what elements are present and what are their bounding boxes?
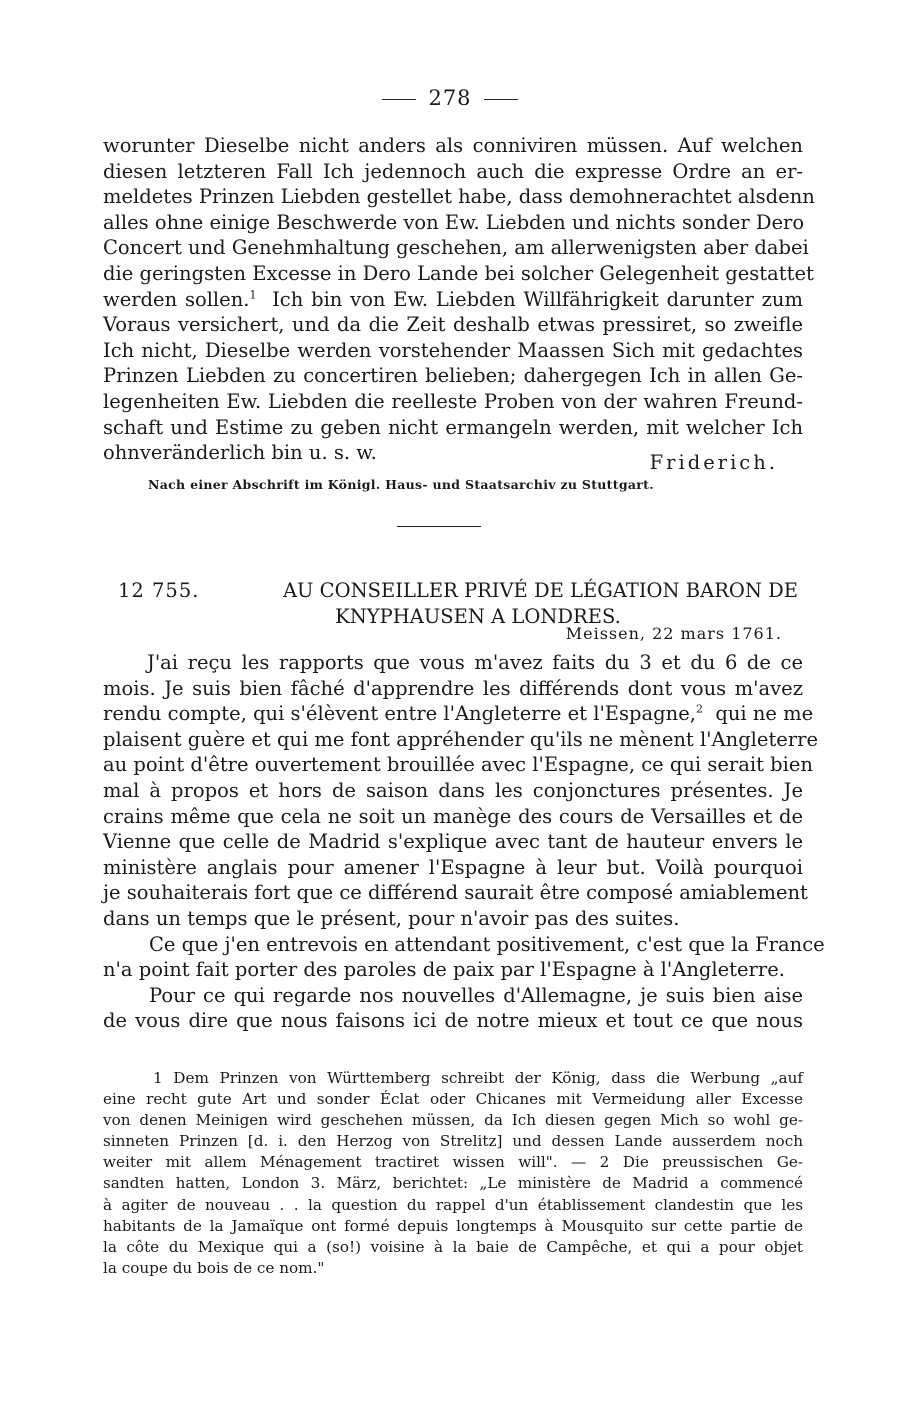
letter-number: 12 755. (118, 579, 200, 602)
text-line: die geringsten Excesse in Dero Lande bei solcher Gelegenheit gestattet (103, 261, 814, 285)
page-number-text: 278 (428, 86, 472, 110)
text-line: mal à propos et hors de saison dans les conjonctures présentes. Je (103, 778, 803, 802)
dateline: Meissen, 22 mars 1761. (565, 624, 782, 643)
section-divider (397, 526, 481, 527)
text-line: dans un temps que le présent, pour n'avoir pas des suites. (103, 906, 680, 930)
closing-line (103, 440, 803, 475)
text-line: Vienne que celle de Madrid s'explique avec tant de hauteur envers le (103, 830, 803, 854)
footnote-line: sandten hatten, London 3. März, berichtet: „Le ministère de Madrid a commencé (103, 1174, 803, 1193)
text-line-with-footnote (103, 701, 814, 727)
text-line: Ich nicht, Dieselbe werden vorstehender Maassen Sich mit gedachtes (103, 338, 803, 362)
letter-title-line1: AU CONSEILLER PRIVÉ DE LÉGATION BARON DE (282, 579, 798, 602)
text-line: au point d'être ouvertement brouillée avec l'Espagne, ce qui serait bien (103, 753, 813, 777)
footnote-line: 1 Dem Prinzen von Württemberg schreibt der König, dass die Werbung „auf (153, 1069, 803, 1087)
page-number-dash-left (382, 99, 416, 100)
text-line: Prinzen Liebden zu concertiren belieben; dahergegen Ich in allen Ge- (103, 364, 803, 388)
footnotes (103, 1068, 803, 1279)
footnote-line: von denen Meinigen wird geschehen müssen, da Ich diesen gegen Mich so wohl ge- (103, 1111, 803, 1130)
text-line: Ce que j'en entrevois en attendant positivement, c'est que la France (149, 932, 825, 956)
signature: Friderich. (649, 451, 778, 475)
text-line: worunter Dieselbe nicht anders als conniviren müssen. Auf welchen (103, 134, 803, 157)
footnote-line: la coupe du bois de ce nom." (103, 1258, 325, 1277)
text-line: diesen letzteren Fall Ich jedennoch auch die expresse Ordre an er- (103, 159, 803, 183)
text-line: Voraus versichert, und da die Zeit deshalb etwas pressiret, so zweifle (103, 313, 803, 337)
text-line: de vous dire que nous faisons ici de notre mieux et tout ce que nous (103, 1009, 803, 1033)
text-line: legenheiten Ew. Liebden die reelleste Proben von der wahren Freund- (103, 389, 803, 413)
page-number-dash-right (484, 99, 518, 100)
footnote-ref-2: 2 (695, 702, 703, 716)
footnote-line: eine recht gute Art und sonder Éclat oder Chicanes mit Vermeidung aller Excesse (103, 1090, 803, 1109)
text-line: mois. Je suis bien fâché d'apprendre les différends dont vous m'avez (103, 676, 803, 700)
footnote-line: sinneten Prinzen [d. i. den Herzog von Strelitz] und dessen Lande ausserdem noch (103, 1132, 803, 1151)
text-line: Pour ce qui regarde nos nouvelles d'Allemagne, je suis bien aise (149, 983, 803, 1007)
letter-title-line2: KNYPHAUSEN A LONDRES. (335, 605, 621, 628)
text-line: je souhaiterais fort que ce différend saurait être composé amiablement (103, 881, 808, 905)
text-line: ministère anglais pour amener l'Espagne à leur but. Voilà pourquoi (103, 855, 803, 879)
footnote-line: à agiter de nouveau . . la question du rappel d'un établissement clandestin que les (103, 1195, 803, 1214)
closing-text: ohnveränderlich bin u. s. w. (103, 441, 377, 465)
text-segment: rendu compte, qui s'élèvent entre l'Angleterre et l'Espagne, (103, 702, 696, 726)
footnote-line: habitants de la Jamaïque ont formé depuis longtemps à Mousquito sur cette partie de (103, 1216, 803, 1235)
footnote-line: la côte du Mexique qui a (so!) voisine à la baie de Campêche, et qui a pour objet (103, 1237, 803, 1256)
text-line: plaisent guère et qui me font appréhender qu'ils ne mènent l'Angleterre (103, 727, 819, 751)
page-number (0, 86, 900, 110)
footnote-line: weiter mit allem Ménagement tractiret wissen will". — 2 Die preussischen Ge- (103, 1153, 803, 1172)
text-segment: Ich bin von Ew. Liebden Willfährigkeit darunter zum (272, 287, 803, 311)
text-segment: qui ne me (715, 702, 814, 726)
source-note: Nach einer Abschrift im Königl. Haus- und Staatsarchiv zu Stuttgart. (148, 477, 654, 492)
text-line: crains même que cela ne soit un manège des cours de Versailles et de (103, 804, 803, 828)
text-line: Concert und Genehmhaltung geschehen, am allerwenigsten aber dabei (103, 236, 809, 260)
text-segment: werden sollen. (103, 287, 250, 311)
text-line: meldetes Prinzen Liebden gestellet habe, dass demohnerachtet alsdenn (103, 185, 815, 209)
text-line: schaft und Estime zu geben nicht ermangeln werden, mit welcher Ich (103, 415, 803, 439)
heading-line-1 (118, 578, 798, 604)
text-line-with-footnote (103, 287, 803, 313)
footnote-ref-1: 1 (249, 288, 257, 302)
previous-letter-body (103, 133, 815, 475)
text-line: alles ohne einige Beschwerde von Ew. Liebden und nichts sonder Dero (103, 210, 805, 234)
letter-heading (118, 578, 798, 630)
text-line: n'a point fait porter des paroles de paix par l'Espagne à l'Angleterre. (103, 958, 785, 982)
text-line: J'ai reçu les rapports que vous m'avez faits du 3 et du 6 de ce (147, 651, 803, 674)
letter-body (103, 650, 825, 1034)
